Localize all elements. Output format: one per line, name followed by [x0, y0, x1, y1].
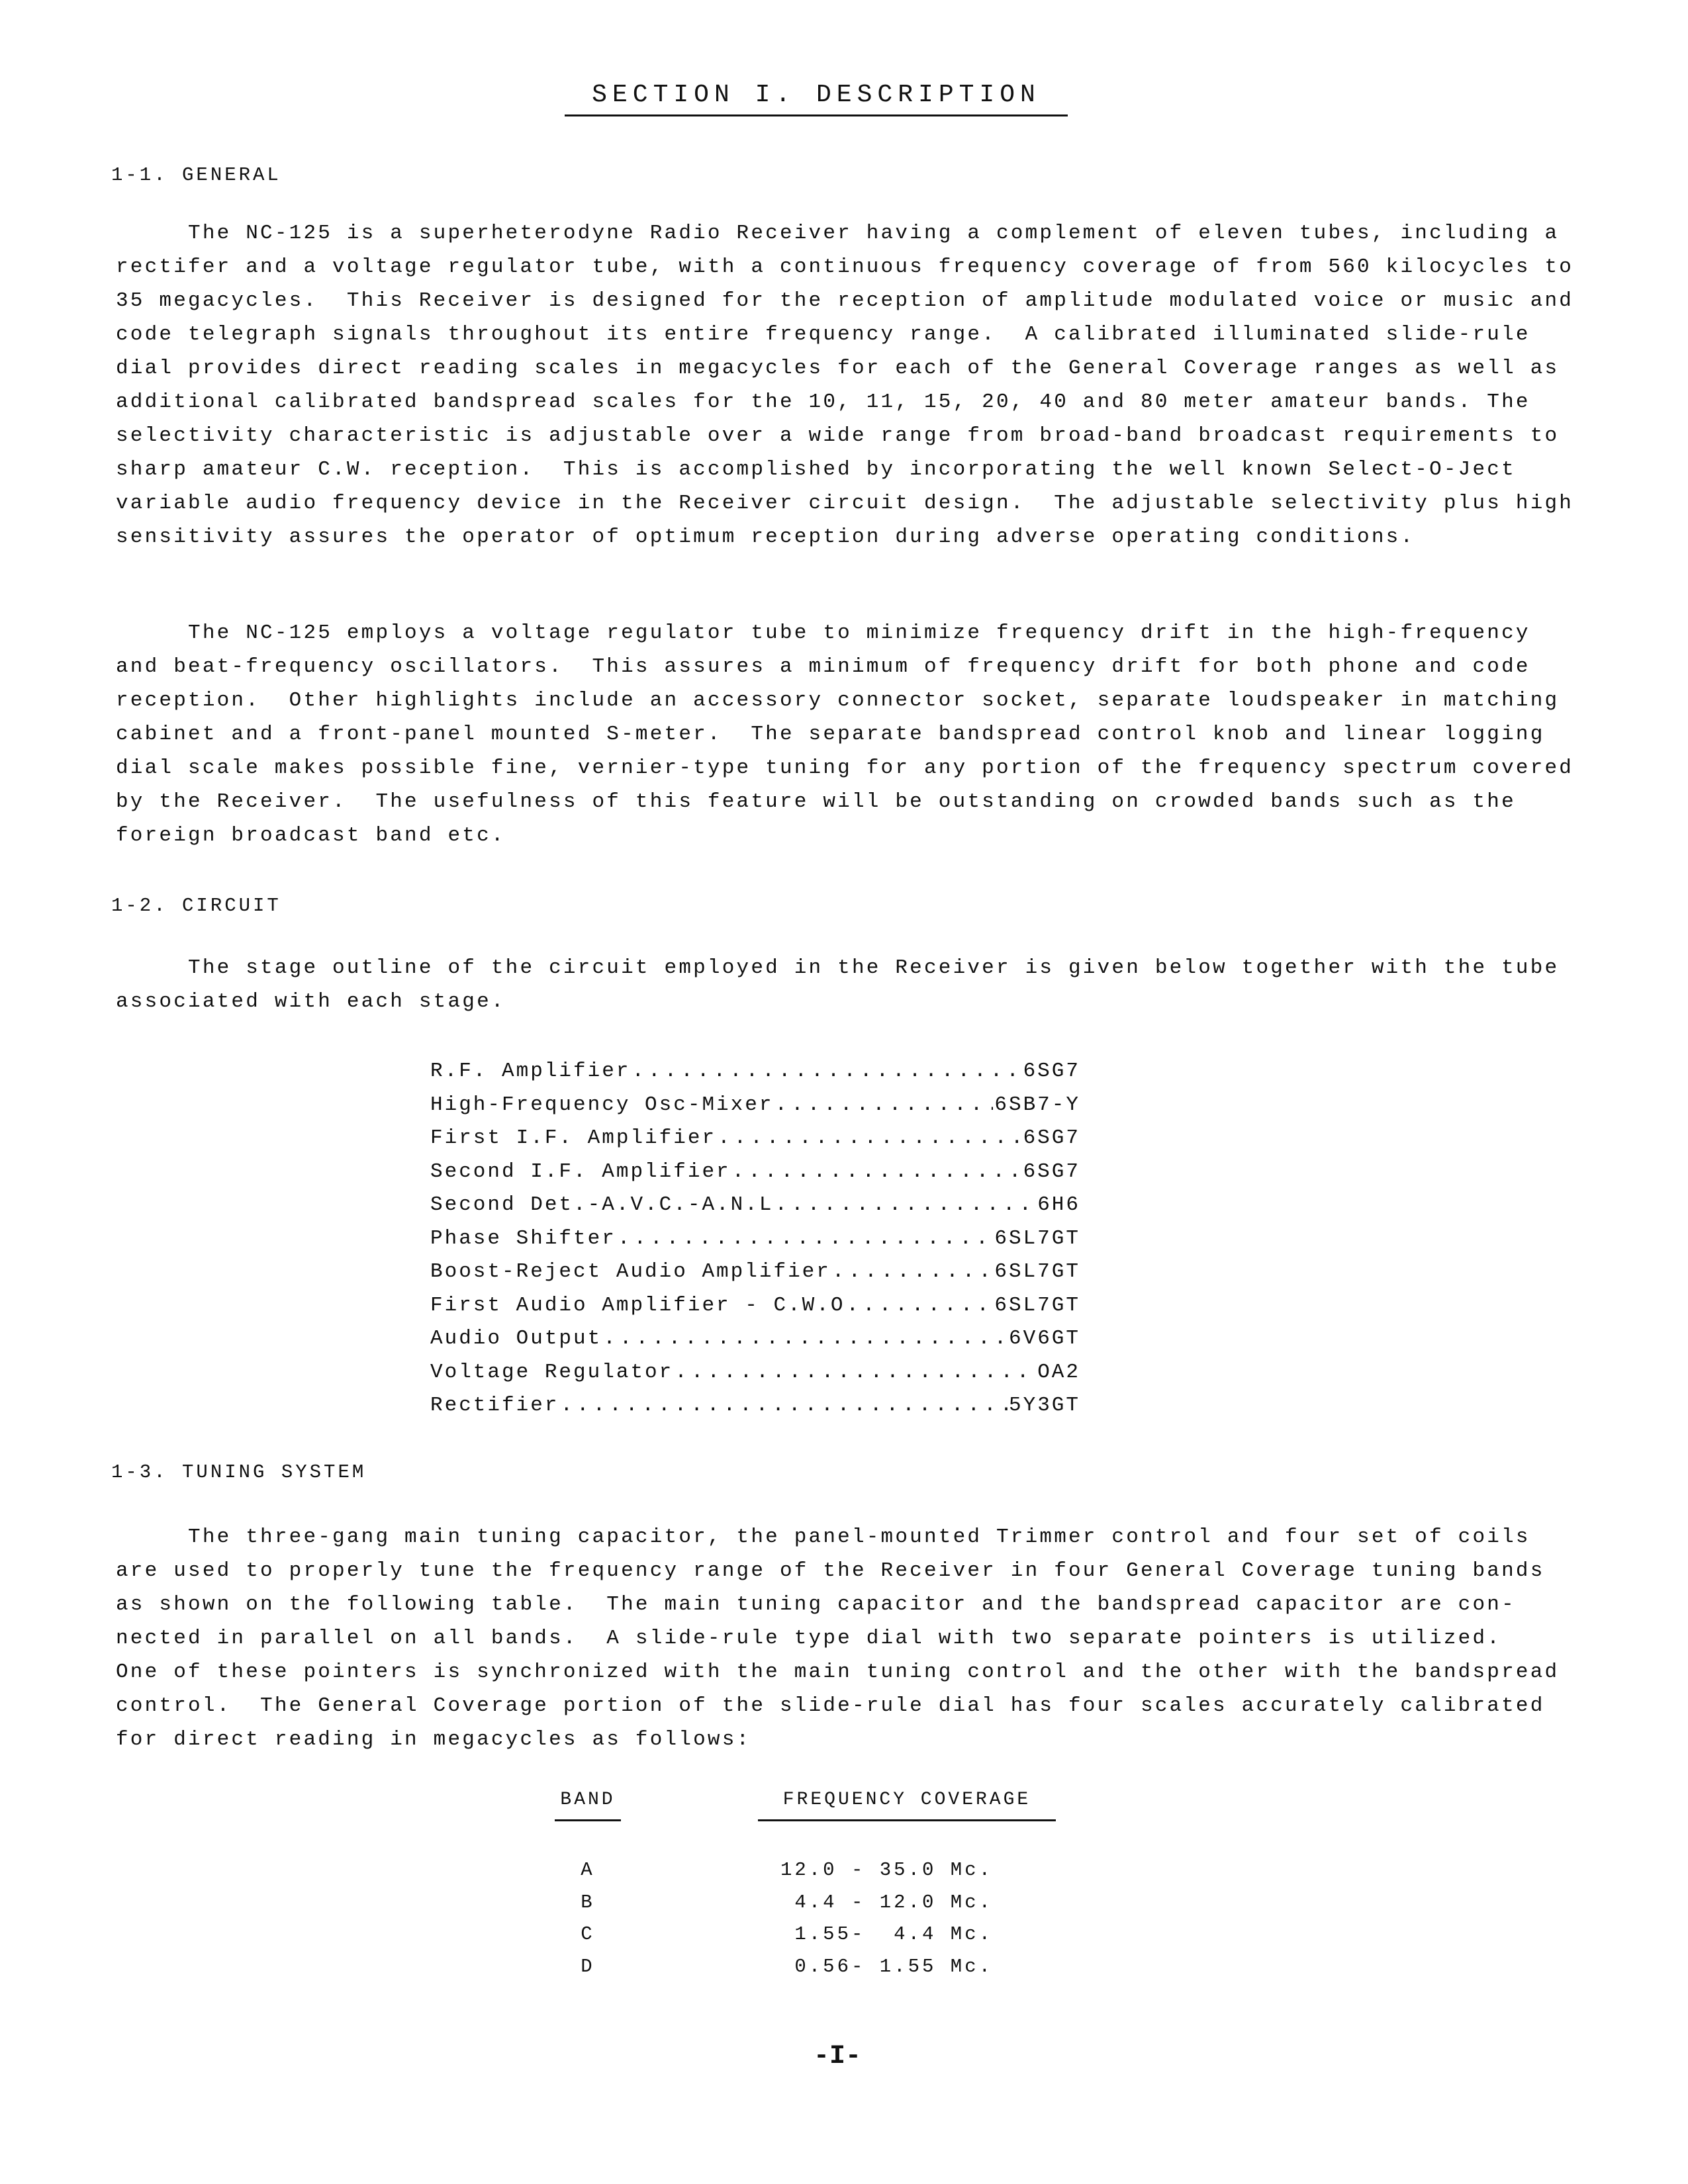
frequency-coverage: 0.56- 1.55 Mc.	[794, 1955, 993, 1978]
tube-list-item	[430, 1222, 1080, 1256]
text-line: associated with each stage.	[116, 990, 506, 1013]
heading-tuning-system: 1-3. TUNING SYSTEM	[111, 1461, 367, 1483]
text-line: The NC-125 is a superheterodyne Radio Receiver having a complement of eleven tubes, including a	[116, 222, 1560, 245]
text-line: sensitivity assures the operator of optimum reception during adverse operating conditions.	[116, 525, 1415, 549]
tube-type: 6V6GT	[1008, 1327, 1080, 1350]
stage-name: First Audio Amplifier - C.W.O	[430, 1293, 845, 1317]
text-line: 35 megacycles. This Receiver is designed for the reception of amplitude modulated voice or music and	[116, 289, 1574, 312]
text-line: selectivity characteristic is adjustable over a wide range from broad-band broadcast requirements to	[116, 424, 1560, 447]
tube-list-item	[430, 1089, 1080, 1122]
band-letter: D	[581, 1955, 595, 1978]
tube-list-item	[430, 1055, 1080, 1089]
text-line: code telegraph signals throughout its entire frequency range. A calibrated illuminated slide-rule	[116, 323, 1530, 346]
text-line: rectifer and a voltage regulator tube, with a continuous frequency coverage of from 560 kilocycles to	[116, 255, 1574, 279]
text-line: dial scale makes possible fine, vernier-type tuning for any portion of the frequency spectrum covered	[116, 756, 1574, 780]
band-table-row	[0, 1919, 1688, 1951]
dot-leader	[603, 1322, 1008, 1356]
stage-name: Second Det.-A.V.C.-A.N.L	[430, 1193, 774, 1216]
band-letter: C	[581, 1923, 595, 1945]
text-line: dial provides direct reading scales in megacycles for each of the General Coverage ranges as well as	[116, 357, 1560, 380]
tube-list	[430, 1055, 1080, 1423]
text-line: for direct reading in megacycles as follows:	[116, 1728, 751, 1751]
stage-name: Audio Output	[430, 1327, 602, 1350]
band-letter: B	[581, 1891, 595, 1913]
text-line: control. The General Coverage portion of the slide-rule dial has four scales accurately calibrated	[116, 1694, 1545, 1717]
stage-name: R.F. Amplifier	[430, 1060, 631, 1083]
section-title: SECTION I. DESCRIPTION	[565, 81, 1068, 116]
tube-list-item	[430, 1255, 1080, 1289]
tube-type: 6SG7	[1023, 1060, 1080, 1083]
stage-name: High-Frequency Osc-Mixer	[430, 1093, 774, 1116]
text-line: by the Receiver. The usefulness of this feature will be outstanding on crowded bands such as the	[116, 790, 1516, 813]
dot-leader	[847, 1289, 994, 1323]
page-number: -I-	[813, 2042, 861, 2071]
stage-name: Voltage Regulator	[430, 1360, 674, 1384]
tube-list-item	[430, 1389, 1080, 1423]
tube-type: 6SB7-Y	[994, 1093, 1080, 1116]
text-line: and beat-frequency oscillators. This assures a minimum of frequency drift for both phone and code	[116, 655, 1530, 678]
tube-list-item	[430, 1289, 1080, 1323]
dot-leader	[718, 1122, 1022, 1156]
text-line: The stage outline of the circuit employed in the Receiver is given below together with the tube	[116, 956, 1560, 979]
tube-list-item	[430, 1322, 1080, 1356]
dot-leader	[774, 1189, 1036, 1222]
frequency-coverage: 12.0 - 35.0 Mc.	[780, 1859, 993, 1881]
tube-list-item	[430, 1122, 1080, 1156]
tube-list-item	[430, 1156, 1080, 1189]
text-line: nected in parallel on all bands. A slide-rule type dial with two separate pointers is utilized.	[116, 1627, 1502, 1650]
text-line: foreign broadcast band etc.	[116, 824, 506, 847]
band-table-row	[0, 1951, 1688, 1983]
text-line: cabinet and a front-panel mounted S-meter. The separate bandspread control knob and linear logging	[116, 723, 1545, 746]
text-line: reception. Other highlights include an accessory connector socket, separate loudspeaker in matching	[116, 689, 1560, 712]
text-line: are used to properly tune the frequency range of the Receiver in four General Coverage tuning bands	[116, 1559, 1545, 1582]
paragraph-general-2	[116, 616, 1574, 852]
tube-type: 6SG7	[1023, 1126, 1080, 1150]
tube-type: 6H6	[1037, 1193, 1080, 1216]
text-line: variable audio frequency device in the Receiver circuit design. The adjustable selectivity plus high	[116, 492, 1574, 515]
text-line: as shown on the following table. The main tuning capacitor and the bandspread capacitor are con-	[116, 1593, 1516, 1616]
stage-name: Phase Shifter	[430, 1226, 616, 1250]
text-line: The three-gang main tuning capacitor, the panel-mounted Trimmer control and four set of coils	[116, 1525, 1530, 1549]
band-table-row	[0, 1887, 1688, 1919]
tube-type: 6SL7GT	[994, 1226, 1080, 1250]
paragraph-general-1	[116, 216, 1574, 554]
coverage-column-header: FREQUENCY COVERAGE	[758, 1790, 1056, 1821]
tube-type: 6SG7	[1023, 1160, 1080, 1183]
tube-list-item	[430, 1189, 1080, 1222]
paragraph-circuit	[116, 951, 1560, 1019]
tube-type: 6SL7GT	[994, 1260, 1080, 1283]
band-letter: A	[581, 1859, 595, 1881]
heading-circuit: 1-2. CIRCUIT	[111, 895, 281, 917]
frequency-coverage: 1.55- 4.4 Mc.	[794, 1923, 993, 1945]
tube-type: 5Y3GT	[1008, 1394, 1080, 1417]
text-line: sharp amateur C.W. reception. This is accomplished by incorporating the well known Select-O-Ject	[116, 458, 1516, 481]
stage-name: First I.F. Amplifier	[430, 1126, 717, 1150]
text-line: additional calibrated bandspread scales for the 10, 11, 15, 20, 40 and 80 meter amateur bands. The	[116, 390, 1530, 414]
dot-leader	[774, 1089, 993, 1122]
band-column-header: BAND	[555, 1790, 621, 1821]
tube-list-item	[430, 1356, 1080, 1390]
text-line: The NC-125 employs a voltage regulator tube to minimize frequency drift in the high-frequency	[116, 621, 1530, 645]
stage-name: Second I.F. Amplifier	[430, 1160, 731, 1183]
text-line: One of these pointers is synchronized with the main tuning control and the other with the bandspread	[116, 1661, 1560, 1684]
dot-leader	[675, 1356, 1036, 1390]
dot-leader	[560, 1389, 1008, 1423]
dot-leader	[732, 1156, 1022, 1189]
frequency-coverage: 4.4 - 12.0 Mc.	[794, 1891, 993, 1913]
dot-leader	[618, 1222, 994, 1256]
heading-general: 1-1. GENERAL	[111, 164, 281, 186]
band-table-row	[0, 1854, 1688, 1887]
tube-type: 6SL7GT	[994, 1293, 1080, 1317]
dot-leader	[632, 1055, 1021, 1089]
stage-name: Rectifier	[430, 1394, 559, 1417]
dot-leader	[832, 1255, 993, 1289]
paragraph-tuning-system	[116, 1520, 1560, 1756]
band-table-body	[0, 1854, 1688, 1983]
tube-type: OA2	[1037, 1360, 1080, 1384]
stage-name: Boost-Reject Audio Amplifier	[430, 1260, 831, 1283]
